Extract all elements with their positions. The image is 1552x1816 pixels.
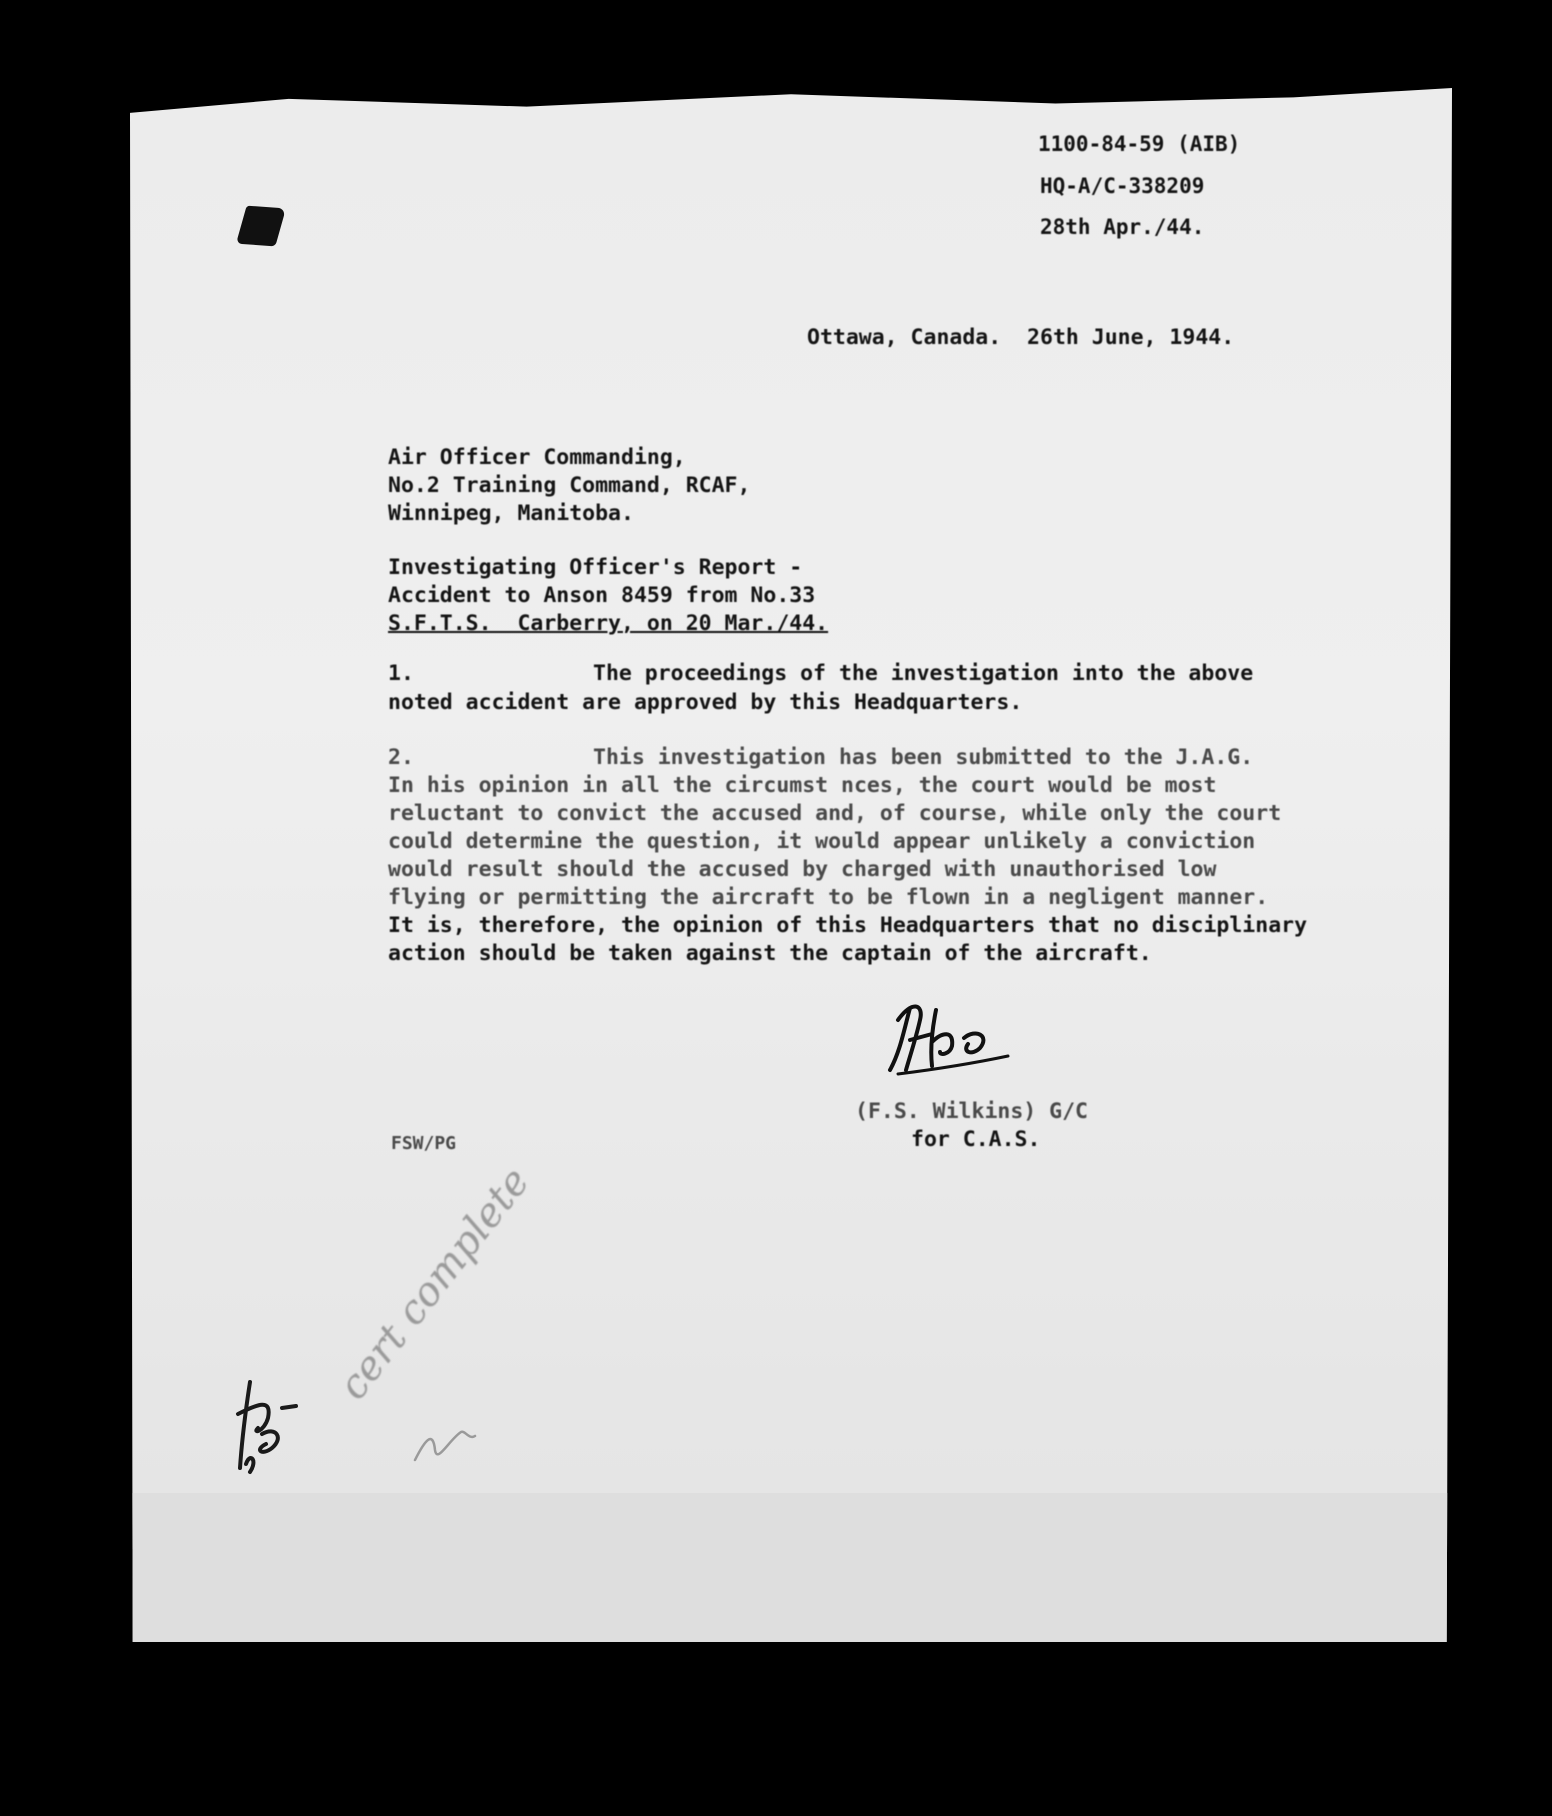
paragraph-number: 1. — [388, 661, 414, 686]
file-number: 1100-84-59 (AIB) — [1038, 132, 1241, 156]
place-date-line: Ottawa, Canada. 26th June, 1944. — [807, 325, 1235, 350]
subject-line: Investigating Officer's Report - — [388, 555, 803, 580]
addressee-line: No.2 Training Command, RCAF, — [388, 473, 751, 498]
handwritten-initials — [228, 1368, 308, 1478]
paragraph-line: reluctant to convict the accused and, of course, while only the court — [388, 801, 1282, 826]
page-lower-band — [130, 1493, 1452, 1642]
paragraph-line: The proceedings of the investigation into the above — [593, 661, 1254, 686]
subject-line: Accident to Anson 8459 from No.33 — [388, 583, 816, 608]
subject-line: S.F.T.S. Carberry, on 20 Mar./44. — [388, 611, 829, 636]
signatory-for: for C.A.S. — [911, 1127, 1041, 1152]
signatory-name: (F.S. Wilkins) G/C — [855, 1099, 1088, 1124]
paragraph-number: 2. — [388, 745, 414, 770]
reference-number: HQ-A/C-338209 — [1040, 174, 1205, 198]
paragraph-line: could determine the question, it would appear unlikely a conviction — [388, 829, 1256, 854]
paragraph-line: would result should the accused by charged with unauthorised low — [388, 857, 1217, 882]
addressee-line: Winnipeg, Manitoba. — [388, 501, 634, 526]
paragraph-line: In his opinion in all the circumst nces, the court would be most — [388, 773, 1217, 798]
handwritten-signature — [880, 990, 1020, 1080]
paragraph-line: This investigation has been submitted to the J.A.G. — [593, 745, 1254, 770]
paragraph-line: noted accident are approved by this Headquarters. — [388, 690, 1023, 715]
pencil-initials — [405, 1410, 485, 1470]
paragraph-line: flying or permitting the aircraft to be flown in a negligent manner. — [388, 885, 1269, 910]
pencil-note-text: cert complete — [330, 1159, 539, 1409]
paragraph-line: It is, therefore, the opinion of this Headquarters that no disciplinary — [388, 913, 1308, 938]
typist-initials: FSW/PG — [391, 1133, 457, 1154]
addressee-line: Air Officer Commanding, — [388, 445, 686, 470]
paragraph-line: action should be taken against the captain of the aircraft. — [388, 941, 1152, 966]
reference-date: 28th Apr./44. — [1040, 215, 1205, 239]
